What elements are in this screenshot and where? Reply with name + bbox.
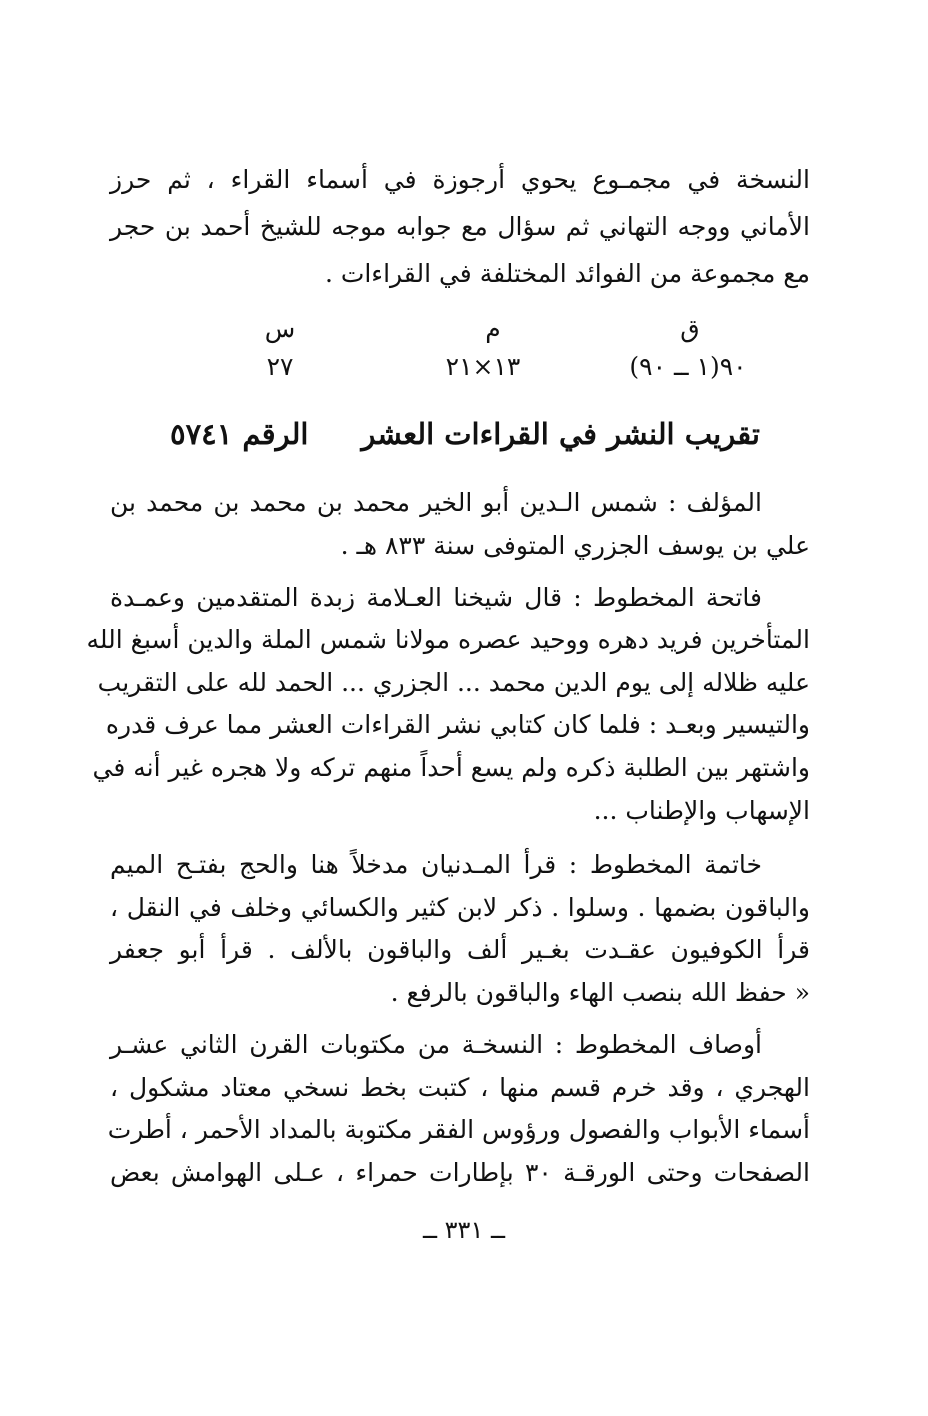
closing-line-2: والباقون بضمها . وسلوا . ذكر لابن كثير والكسائي وخلف في النقل ، <box>110 893 810 922</box>
description-line-1: أوصاف المخطوط : النسخـة من مكتوبات القرن الثاني عشـر <box>110 1030 762 1059</box>
description-line-2: الهجري ، وقد خرم قسم منها ، كتبت بخط نسخي معتاد مشكول ، <box>110 1073 810 1102</box>
description-line-3: أسماء الأبواب والفصول ورؤوس الفقر مكتوبة بالمداد الأحمر ، أطرت <box>107 1115 810 1144</box>
opening-line-6: الإسهاب والإطناب ... <box>593 796 810 825</box>
meta-header-s: س <box>264 314 296 343</box>
description-line-4: الصفحات وحتى الورقـة ٣٠ بإطارات حمراء ، عـلى الهوامش بعض <box>110 1158 810 1187</box>
opening-line-5: واشتهر بين الطلبة ذكره ولم يسع أحداً منهم تركه ولا هجره غير أنه في <box>92 753 810 782</box>
opening-line-2: المتأخرين فريد دهره ووحيد عصره مولانا شمس الملة والدين أسبغ الله <box>86 625 810 654</box>
meta-value-lines: ٢٧ <box>266 352 294 381</box>
entry-number: الرقم ٥٧٤١ <box>170 417 309 451</box>
entry-heading <box>170 412 760 456</box>
top-paragraph-line-1: النسخة في مجمـوع يحوي أرجوزة في أسماء القراء ، ثم حرز <box>110 165 810 194</box>
closing-line-4: « حفظ الله بنصب الهاء والباقون بالرفع . <box>390 978 810 1007</box>
meta-value-leaves: ٩٠(١ ــ ٩٠) <box>629 352 747 381</box>
meta-value-size: ١٣×٢١ <box>445 352 521 381</box>
opening-line-4: والتيسير وبعـد : فلما كان كتابي نشر القراءات العشر مما عرف قدره <box>105 710 810 739</box>
author-line-1: المؤلف : شمس الـدين أبو الخير محمد بن محمد بن محمد بن <box>110 488 762 517</box>
closing-line-1: خاتمة المخطوط : قرأ المـدنيان مدخلاً هنا والحج بفتـح الميم <box>110 850 762 879</box>
top-paragraph-line-3: مع مجموعة من الفوائد المختلفة في القراءات . <box>324 259 810 288</box>
top-paragraph-line-2: الأماني ووجه التهاني ثم سؤال مع جوابه موجه للشيخ أحمد بن حجر <box>110 212 810 241</box>
closing-line-3: قرأ الكوفيون عقـدت بغـير ألف والباقون بالألف . قرأ أبو جعفر <box>110 935 810 964</box>
opening-line-3: عليه ظلاله إلى يوم الدين محمد ... الجزري ... الحمد لله على التقريب <box>97 668 810 697</box>
page-number: ــ ٣٣١ ــ <box>422 1216 506 1244</box>
meta-header-m: م <box>485 314 501 343</box>
entry-title: تقريب النشر في القراءات العشر <box>361 417 760 451</box>
opening-line-1: فاتحة المخطوط : قال شيخنا العـلامة زبدة المتقدمين وعمـدة <box>110 583 762 612</box>
author-line-2: علي بن يوسف الجزري المتوفى سنة ٨٣٣ هـ . <box>340 531 810 560</box>
meta-header-q: ق <box>680 314 700 343</box>
